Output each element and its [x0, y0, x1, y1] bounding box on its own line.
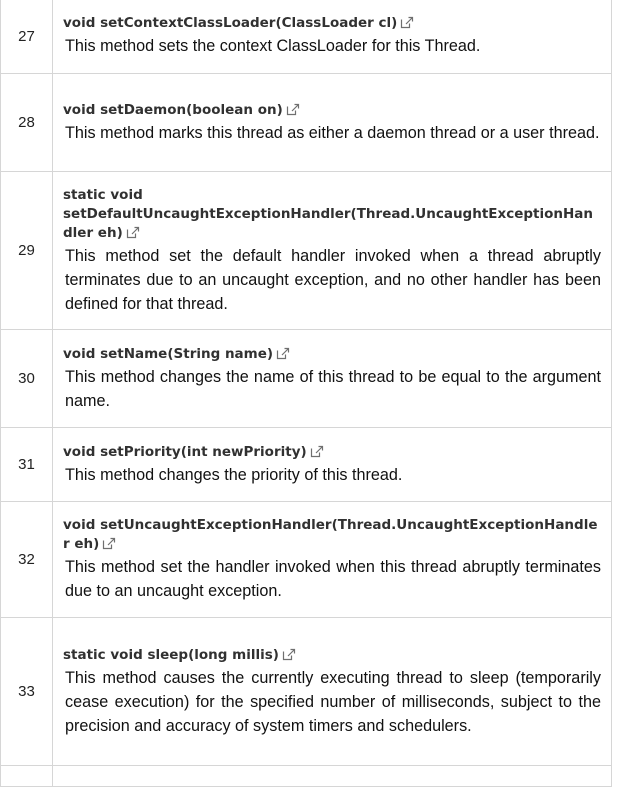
method-cell [53, 502, 612, 618]
row-number: 28 [1, 74, 53, 172]
method-signature-link[interactable]: void setName(String name) [63, 345, 274, 362]
method-signature-link[interactable]: static void sleep(long millis) [63, 646, 279, 663]
external-link-icon[interactable] [102, 537, 116, 550]
row-number: 29 [1, 172, 53, 330]
table-row [1, 330, 612, 428]
row-number: 30 [1, 330, 53, 428]
method-description: This method set the default handler invoked when a thread abruptly terminates due to an uncaught exception, and no other handler has been defined for that thread. [65, 246, 601, 313]
table-row [1, 618, 612, 766]
table-row [1, 74, 612, 172]
method-signature-link[interactable]: void setUncaughtExceptionHandler(Thread.UncaughtExceptionHandler eh) [63, 517, 598, 552]
method-signature-link[interactable]: setDefaultUncaughtExceptionHandler(Thread.UncaughtExceptionHandler eh) [63, 205, 594, 241]
method-signature-link[interactable]: void setContextClassLoader(ClassLoader cl) [63, 15, 398, 31]
external-link-icon[interactable] [276, 347, 290, 360]
external-link-icon[interactable] [126, 226, 140, 239]
method-description: This method marks this thread as either a daemon thread or a user thread. [65, 123, 600, 142]
external-link-icon[interactable] [310, 445, 324, 458]
row-number: 27 [1, 0, 53, 74]
table-row [1, 0, 612, 74]
table-row [1, 502, 612, 618]
external-link-icon[interactable] [400, 16, 414, 29]
method-description: This method changes the name of this thread to be equal to the argument name. [65, 367, 601, 410]
method-cell [53, 428, 612, 502]
method-cell [53, 74, 612, 172]
external-link-icon[interactable] [282, 648, 296, 661]
method-description: This method sets the context ClassLoader for this Thread. [65, 37, 481, 55]
method-cell [53, 618, 612, 766]
method-signature-link[interactable]: void setDaemon(boolean on) [63, 101, 283, 118]
method-description: This method changes the priority of this thread. [65, 465, 403, 484]
method-cell [53, 0, 612, 74]
method-signature-link[interactable]: void setPriority(int newPriority) [63, 443, 307, 460]
method-cell [53, 330, 612, 428]
method-description: This method causes the currently executing thread to sleep (temporarily cease execution) for the specified number of milliseconds, subject to the precision and accuracy of system timers and schedulers. [65, 668, 601, 735]
table-row [1, 172, 612, 330]
row-number: 32 [1, 502, 53, 618]
external-link-icon[interactable] [286, 103, 300, 116]
method-description: This method set the handler invoked when this thread abruptly terminates due to an uncaught exception. [65, 558, 601, 600]
method-signature-prefix[interactable]: static void [63, 186, 143, 203]
method-cell [53, 172, 612, 330]
table-row [1, 428, 612, 502]
row-number: 33 [1, 618, 53, 766]
row-number: 31 [1, 428, 53, 502]
